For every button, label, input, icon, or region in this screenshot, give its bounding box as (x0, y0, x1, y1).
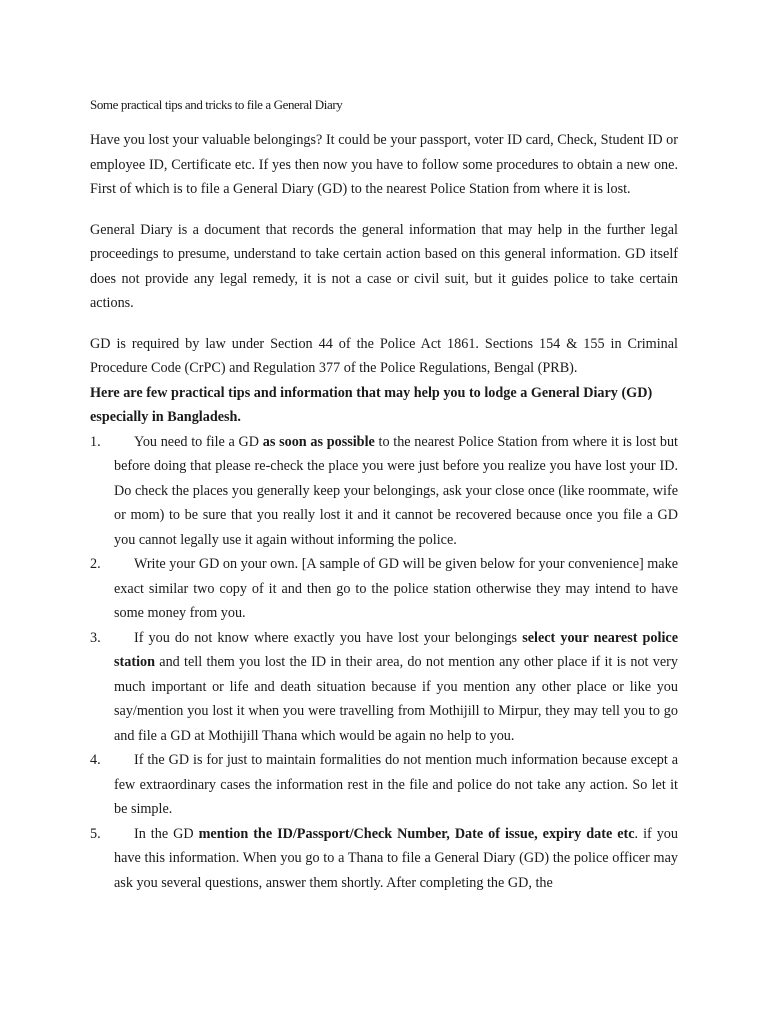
list-item-number: 5. (90, 825, 101, 842)
emphasis-text: mention the ID/Passport/Check Number, Date of issue, expiry date etc (198, 825, 635, 842)
list-item (90, 822, 678, 896)
list-item-text: If you do not know where exactly you have lost your belongings select your nearest police station and tell them you lost the ID in their area, do not mention any other place if it is not very much important or life and death situation because if you mention any other place or like you say/mention you lost it when you were travelling from Mothijill to Mirpur, they may tell you to go and file a GD at Mothijill Thana which would be again no help to you. (114, 629, 678, 744)
definition-paragraph: General Diary is a document that records the general information that may help in the further legal proceedings to presume, understand to take certain action based on this general information. GD itself does not provide any legal remedy, it is not a case or civil suit, but it guides police to take certain actions. (90, 221, 678, 311)
document-page (90, 96, 678, 895)
list-item-number: 1. (90, 433, 101, 450)
intro-paragraph: Have you lost your valuable belongings? It could be your passport, voter ID card, Check, Student ID or employee ID, Certificate etc. If yes then now you have to follow some procedures to obtain a new one. First of which is to file a General Diary (GD) to the nearest Police Station from where it is lost. (90, 132, 678, 197)
emphasis-text: select your nearest police station (114, 629, 678, 670)
document-title: Some practical tips and tricks to file a General Diary (90, 97, 343, 112)
list-item-text: You need to file a GD as soon as possible to the nearest Police Station from where it is lost but before doing that please re-check the place you were just before you realize you have lost your ID. Do check the places you generally keep your belongings, ask your close once (like roommate, wife or mom) to be sure that you really lost it and it cannot be recovered because once you file a GD you cannot legally use it again without informing the police. (114, 433, 678, 548)
emphasis-text: as soon as possible (262, 433, 375, 450)
list-item-number: 3. (90, 629, 101, 646)
list-item (90, 626, 678, 749)
list-item-text: If the GD is for just to maintain formalities do not mention much information because except a few extraordinary cases the information rest in the file and police do not take any action. So let it be simple. (114, 752, 678, 817)
list-item-text: In the GD mention the ID/Passport/Check Number, Date of issue, expiry date etc. if you have this information. When you go to a Thana to file a General Diary (GD) the police officer may ask you several questions, answer them shortly. After completing the GD, the (114, 825, 678, 891)
list-item (90, 748, 678, 822)
list-item-number: 2. (90, 556, 101, 572)
list-item-number: 4. (90, 752, 101, 768)
list-item (90, 430, 678, 553)
tips-heading: Here are few practical tips and information that may help you to lodge a General Diary (GD) especially in Bangladesh. (90, 384, 653, 425)
tips-list (90, 430, 678, 896)
list-item-text: Write your GD on your own. [A sample of GD will be given below for your convenience] make exact similar two copy of it and then go to the police station otherwise they may intend to have some money from you. (114, 556, 678, 621)
list-item (90, 552, 678, 626)
legal-basis-paragraph: GD is required by law under Section 44 of the Police Act 1861. Sections 154 & 155 in Criminal Procedure Code (CrPC) and Regulation 377 of the Police Regulations, Bengal (PRB). (90, 335, 678, 376)
